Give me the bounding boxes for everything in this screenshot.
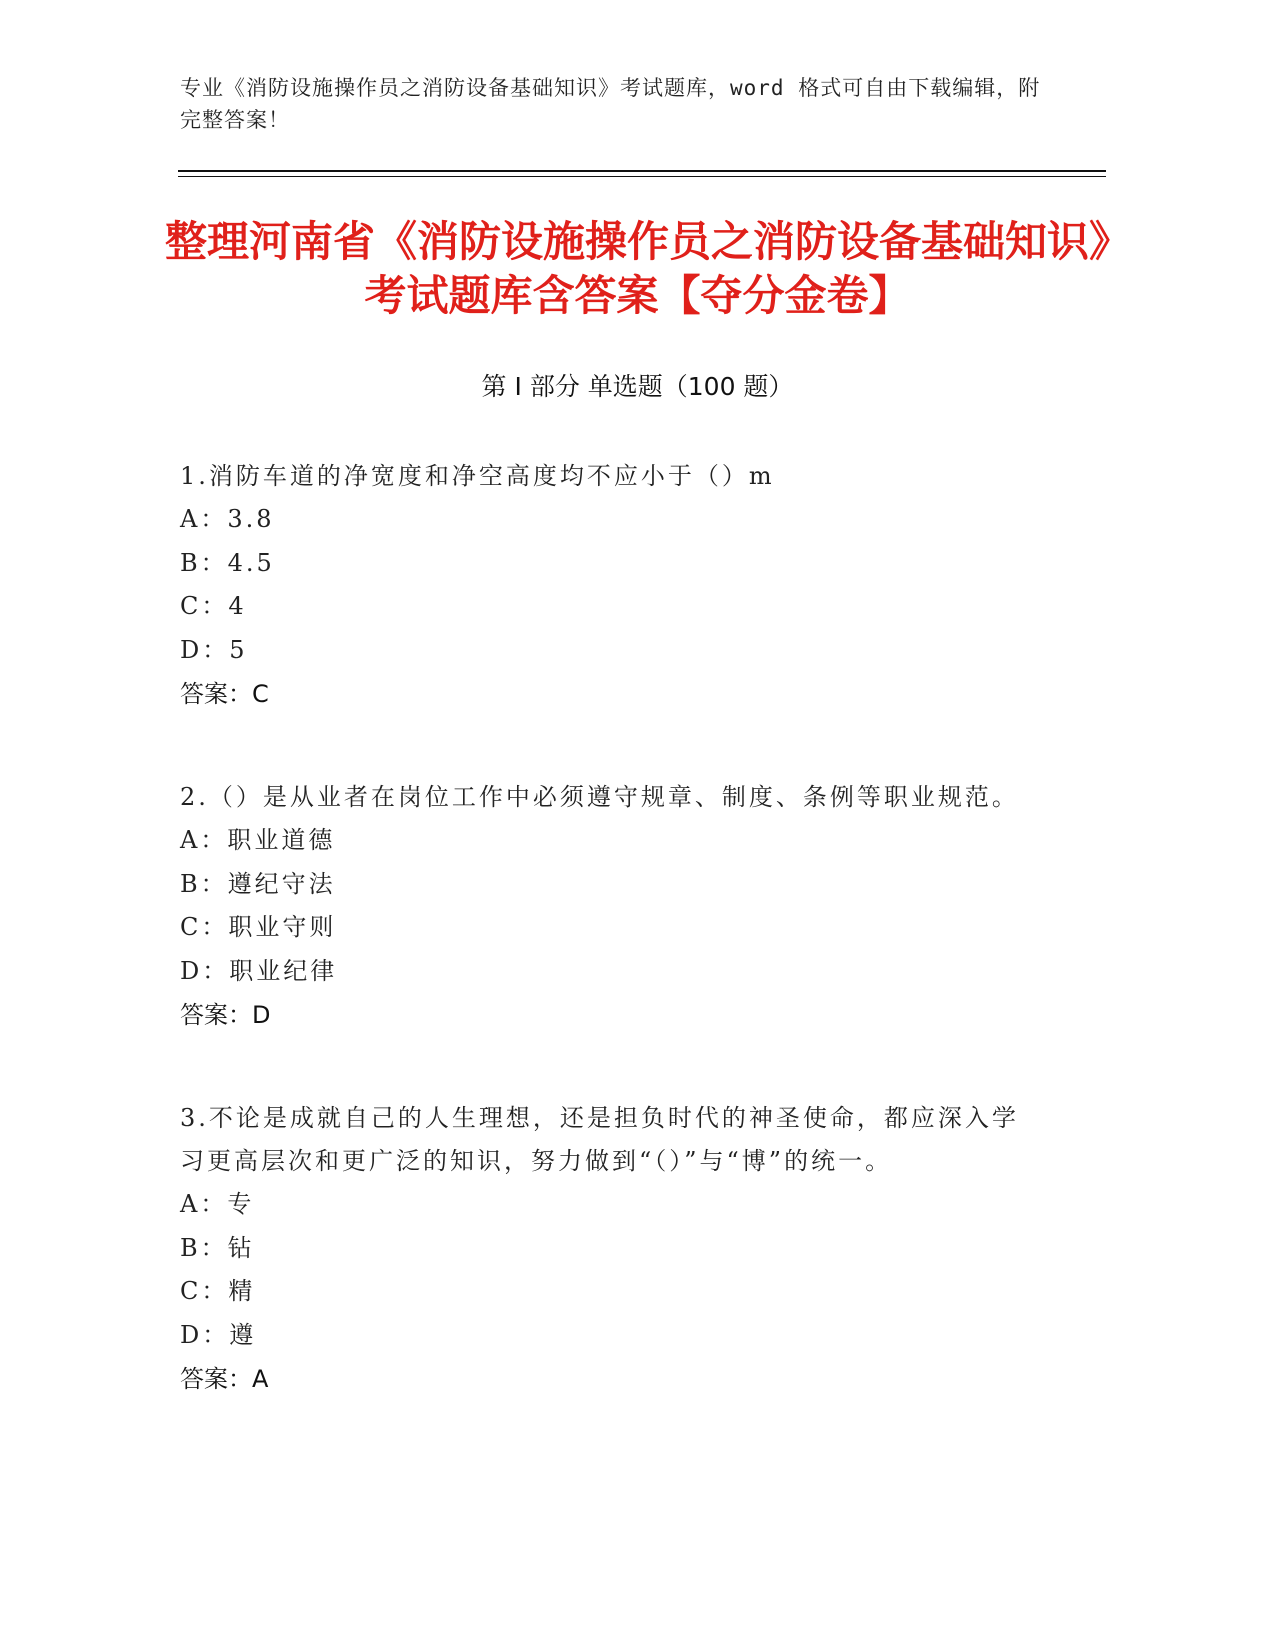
option-d: D：遵 (180, 1320, 257, 1349)
option-a: A：专 (180, 1190, 255, 1218)
question-3 (180, 1097, 1020, 1401)
header-note: 专业《消防设施操作员之消防设备基础知识》考试题库，word 格式可自由下载编辑，附完整答案！ (180, 76, 1041, 132)
option-b: B：钻 (180, 1233, 255, 1262)
section-title: 第 I 部分 单选题（100 题） (481, 372, 794, 401)
answer: 答案：D (180, 1001, 271, 1029)
question-1 (180, 455, 1020, 716)
header-rule-thin (178, 176, 1106, 177)
option-d: D：职业纪律 (180, 956, 338, 985)
option-b: B：遵纪守法 (180, 869, 336, 898)
document-title: 整理河南省《消防设施操作员之消防设备基础知识》考试题库含答案【夺分金卷】 (164, 217, 1110, 320)
question-stem: 1.消防车道的净宽度和净空高度均不应小于（）m (180, 462, 775, 490)
option-b: B：4.5 (180, 548, 275, 577)
option-c: C：职业守则 (180, 913, 337, 941)
option-c: C：精 (180, 1277, 256, 1305)
header-rule-thick (178, 170, 1106, 172)
option-a: A：3.8 (180, 505, 275, 533)
option-a: A：职业道德 (180, 826, 336, 854)
question-2 (180, 776, 1020, 1037)
question-list (180, 455, 1020, 1461)
answer: 答案：C (180, 680, 269, 708)
option-c: C：4 (180, 592, 247, 620)
option-d: D：5 (180, 635, 248, 664)
answer: 答案：A (180, 1365, 269, 1393)
question-stem: 3.不论是成就自己的人生理想，还是担负时代的神圣使命，都应深入学习更高层次和更广泛的知识，努力做到“（）”与“博”的统一。 (180, 1104, 1019, 1175)
question-stem: 2.（）是从业者在岗位工作中必须遵守规章、制度、条例等职业规范。 (180, 783, 1019, 811)
